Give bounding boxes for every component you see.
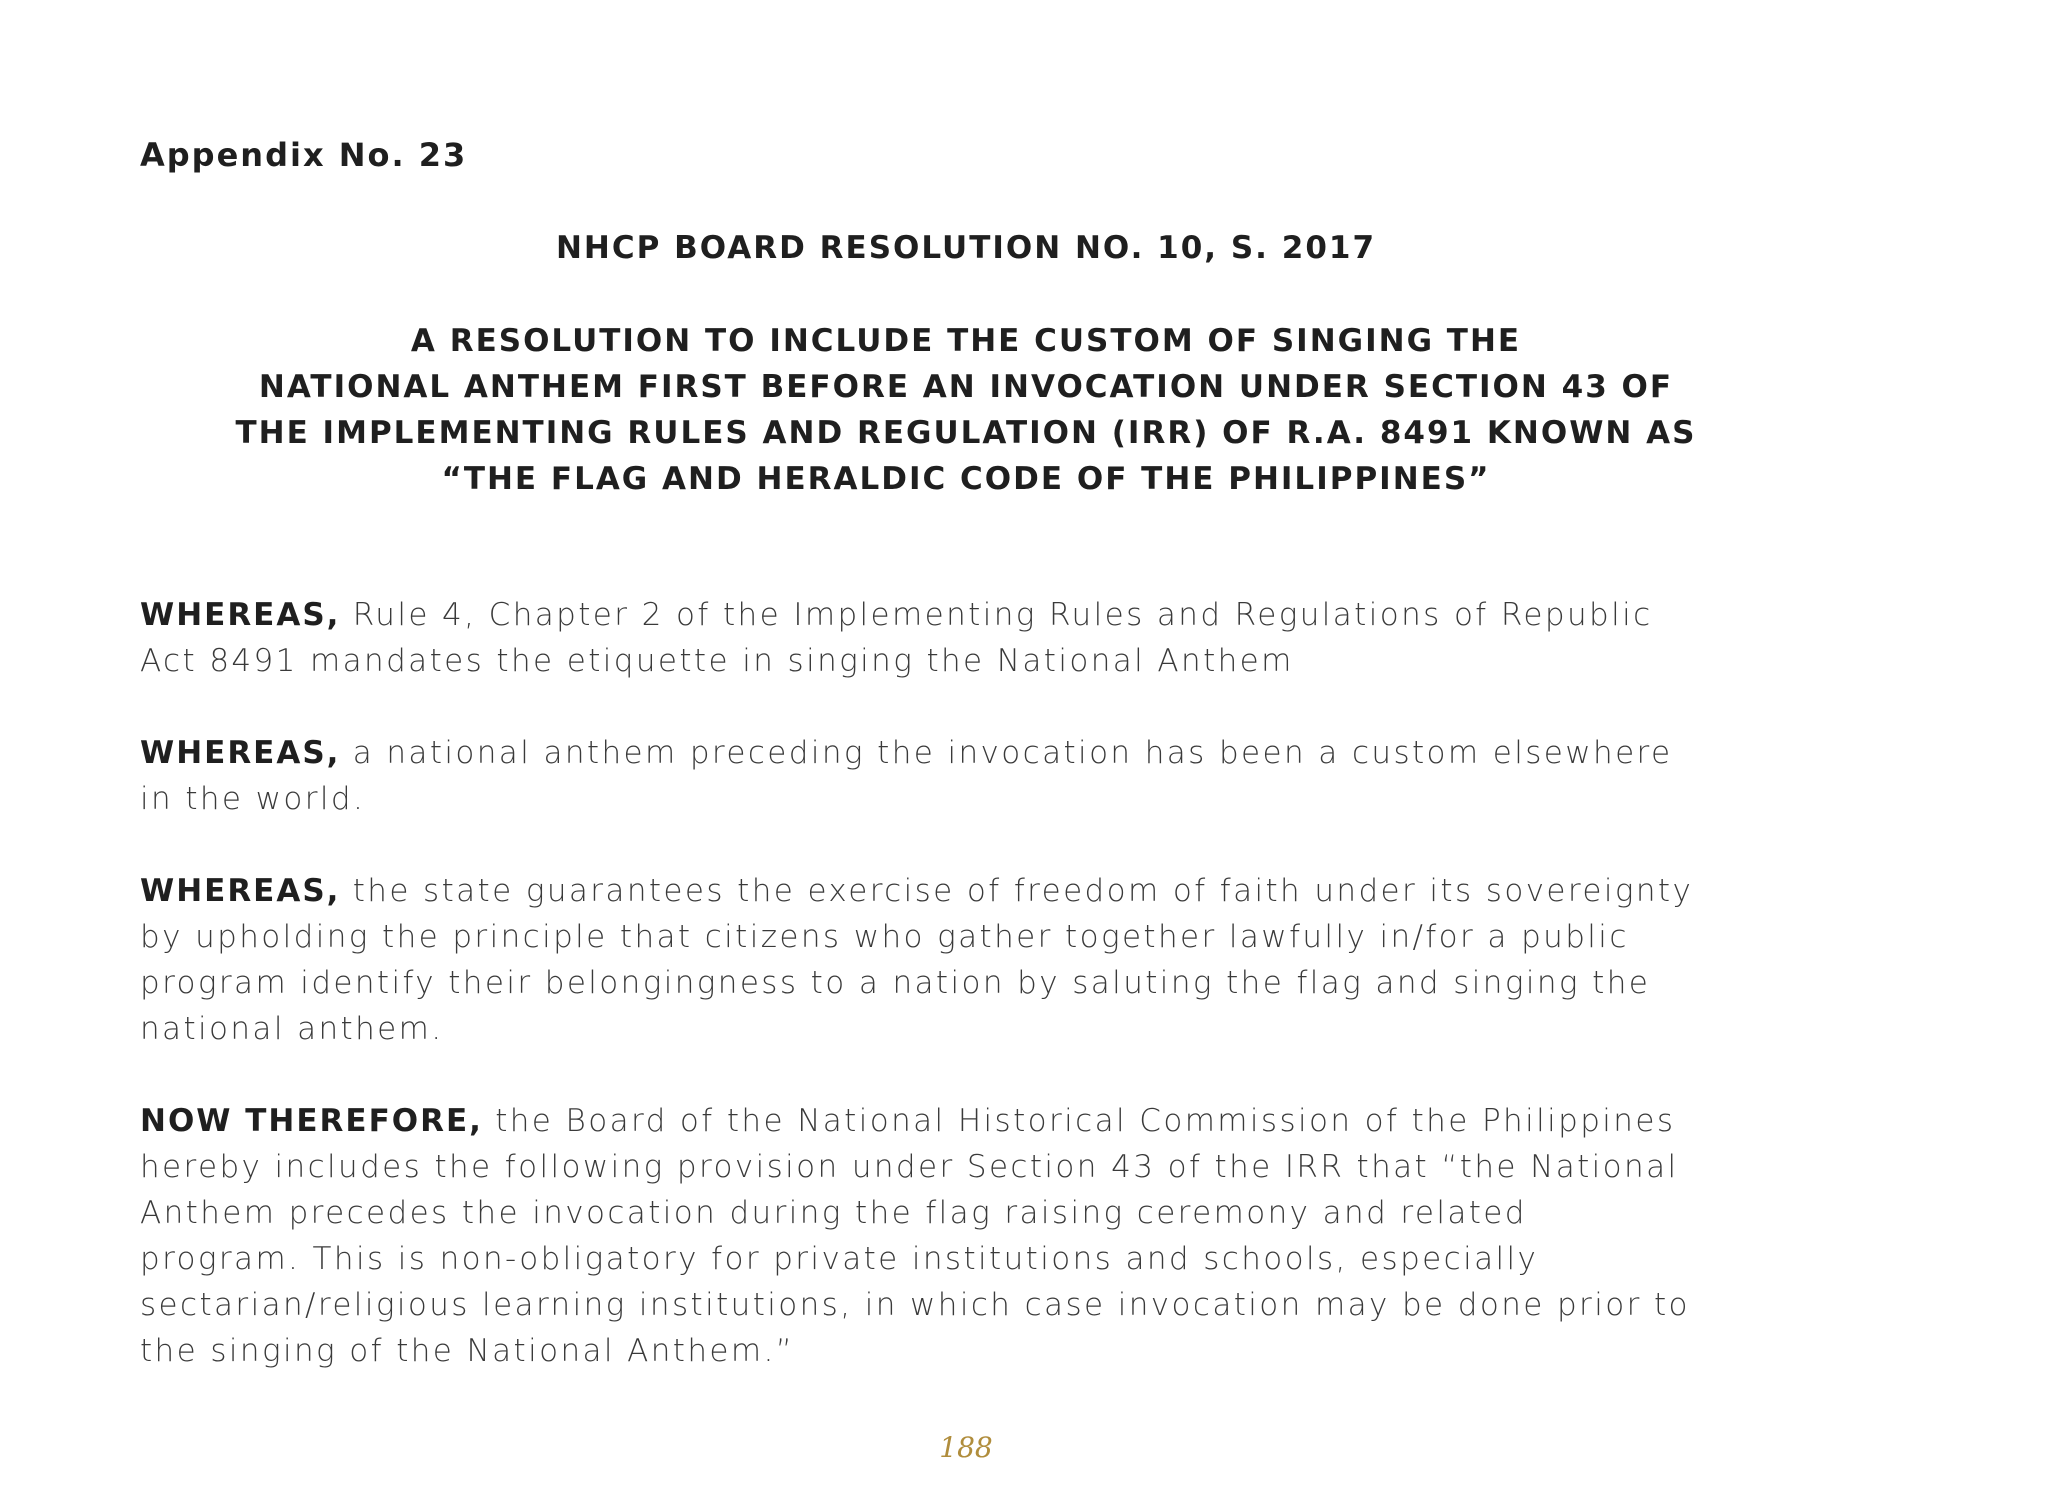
whereas-clause-3 (140, 868, 1820, 1052)
resolution-body (140, 592, 1820, 1420)
clause-line: in the world. (140, 781, 366, 817)
clause-line (140, 868, 1820, 914)
whereas-clause-1 (140, 592, 1820, 684)
clause-lead: NOW THEREFORE, (140, 1103, 483, 1139)
clause-lead: WHEREAS, (140, 735, 341, 771)
clause-line: hereby includes the following provision under Section 43 of the IRR that “the National (140, 1149, 1679, 1185)
page-number: 188 (939, 1431, 993, 1464)
clause-line: program identify their belongingness to a nation by saluting the flag and singing the (140, 965, 1651, 1001)
clause-text: Rule 4, Chapter 2 of the Implementing Rules and Regulations of Republic (340, 597, 1653, 633)
resolution-title (140, 318, 1792, 502)
clause-line (140, 730, 1820, 776)
whereas-clause-2 (140, 730, 1820, 822)
resolution-number: NHCP BOARD RESOLUTION NO. 10, S. 2017 (555, 230, 1377, 266)
clause-lead: WHEREAS, (140, 597, 341, 633)
clause-line: program. This is non-obligatory for private institutions and schools, especially (140, 1241, 1539, 1277)
title-line: A RESOLUTION TO INCLUDE THE CUSTOM OF SINGING THE (410, 323, 1522, 359)
clause-text: the state guarantees the exercise of freedom of faith under its sovereignty (340, 873, 1694, 909)
title-line: THE IMPLEMENTING RULES AND REGULATION (IRR) OF R.A. 8491 KNOWN AS (235, 415, 1697, 451)
now-therefore-clause (140, 1098, 1820, 1374)
clause-line: the singing of the National Anthem.” (140, 1333, 795, 1369)
clause-line (140, 592, 1820, 638)
clause-line: sectarian/religious learning institutions, in which case invocation may be done prior to (140, 1287, 1690, 1323)
clause-line (140, 1098, 1820, 1144)
title-line: NATIONAL ANTHEM FIRST BEFORE AN INVOCATION UNDER SECTION 43 OF (258, 369, 1674, 405)
clause-text: a national anthem preceding the invocation has been a custom elsewhere (340, 735, 1673, 771)
title-line: “THE FLAG AND HERALDIC CODE OF THE PHILIPPINES” (441, 461, 1491, 497)
appendix-label: Appendix No. 23 (140, 136, 468, 174)
clause-line: by upholding the principle that citizens who gather together lawfully in/for a public (140, 919, 1629, 955)
clause-text: the Board of the National Historical Commission of the Philippines (482, 1103, 1676, 1139)
clause-line: Anthem precedes the invocation during the flag raising ceremony and related (140, 1195, 1527, 1231)
clause-line: national anthem. (140, 1011, 444, 1047)
clause-lead: WHEREAS, (140, 873, 341, 909)
clause-line: Act 8491 mandates the etiquette in singing the National Anthem (140, 643, 1294, 679)
